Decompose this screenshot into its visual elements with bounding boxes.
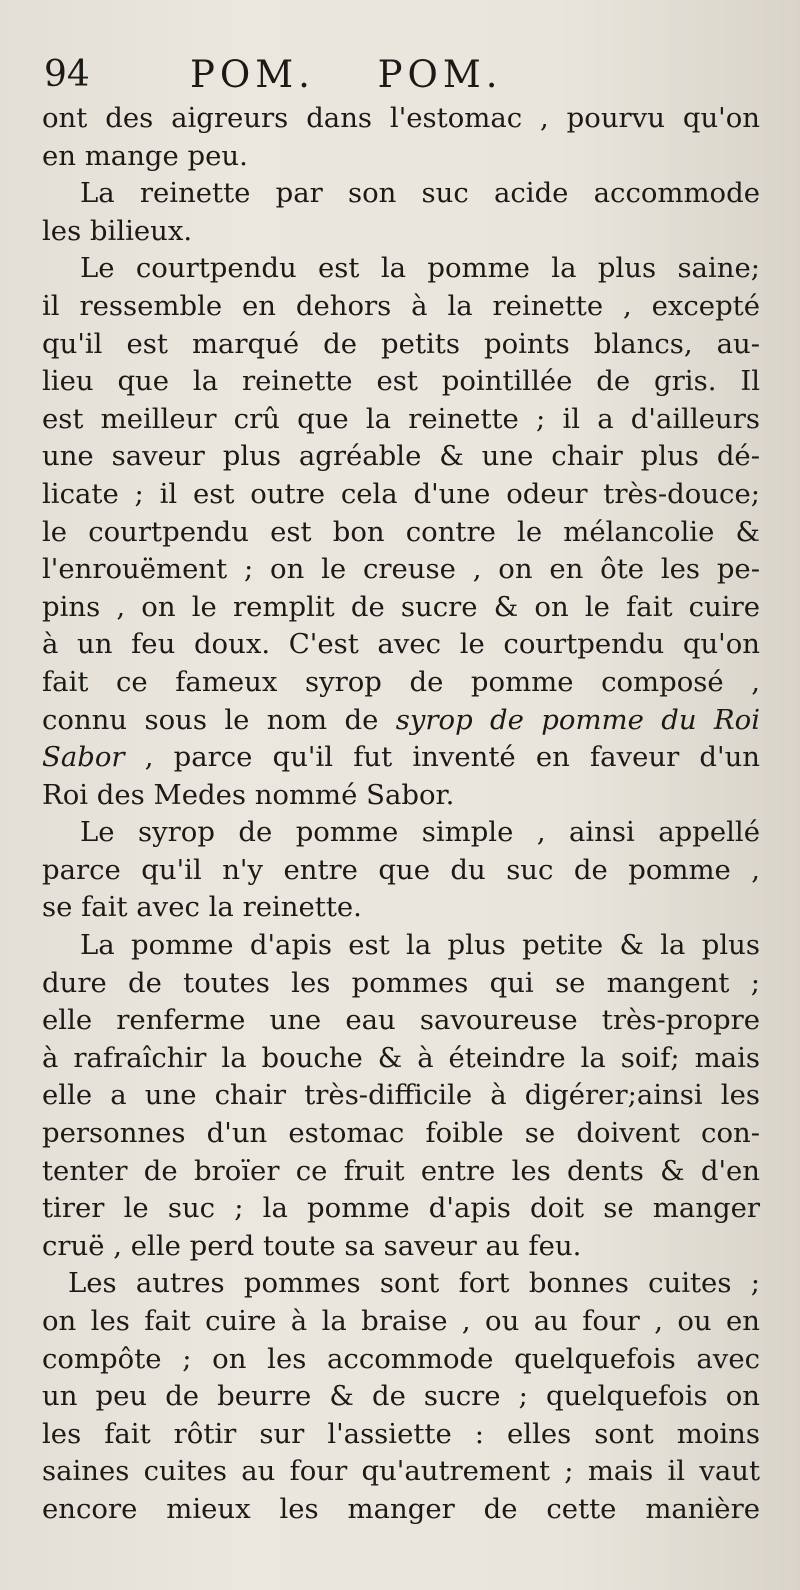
text-line: elle a une chair très-difficile à digérer;ainsi les bbox=[42, 1079, 760, 1112]
italic-phrase: Sabor bbox=[42, 741, 125, 774]
page-number: 94 bbox=[44, 54, 90, 95]
text-line: est meilleur crû que la reinette ; il a d'ailleurs bbox=[42, 402, 760, 435]
text-line: tirer le suc ; la pomme d'apis doit se manger bbox=[42, 1192, 760, 1225]
text-line: à rafraîchir la bouche & à éteindre la soif; mais bbox=[42, 1041, 760, 1074]
text-line: lieu que la reinette est pointillée de gris. Il bbox=[42, 365, 760, 398]
text-line: on les fait cuire à la braise , ou au four , ou en bbox=[42, 1305, 760, 1337]
text-line: les bilieux. bbox=[42, 214, 193, 247]
text-line: en mange peu. bbox=[42, 139, 248, 172]
text-line: une saveur plus agréable & une chair plus dé- bbox=[42, 440, 760, 473]
text-line: qu'il est marqué de petits points blancs, au- bbox=[42, 327, 760, 360]
text-line: tenter de broïer ce fruit entre les dents & d'en bbox=[42, 1154, 760, 1187]
text-line: parce qu'il n'y entre que du suc de pomme , bbox=[42, 853, 760, 886]
text-line: Le syrop de pomme simple , ainsi appellé bbox=[80, 816, 760, 849]
italic-phrase: syrop de pomme du Roi bbox=[395, 703, 760, 736]
text-line: Le courtpendu est la pomme la plus saine; bbox=[80, 252, 760, 285]
text-line: La pomme d'apis est la plus petite & la plus bbox=[80, 929, 760, 962]
text-line: pins , on le remplit de sucre & on le fait cuire bbox=[42, 590, 760, 623]
text-line: le courtpendu est bon contre le mélancolie & bbox=[42, 515, 760, 548]
text-line: ont des aigreurs dans l'estomac , pourvu qu'on bbox=[42, 102, 760, 134]
text-line: saines cuites au four qu'autrement ; mais il vaut bbox=[42, 1455, 760, 1488]
text-line: cruë , elle perd toute sa saveur au feu. bbox=[42, 1229, 582, 1262]
text-line: à un feu doux. C'est avec le courtpendu qu'on bbox=[42, 628, 760, 661]
text-line: Les autres pommes sont fort bonnes cuites ; bbox=[68, 1267, 760, 1300]
text-line-with-italic: connu sous le nom de syrop de pomme du Roi bbox=[42, 703, 760, 736]
body-text bbox=[42, 100, 760, 1529]
text-line: un peu de beurre & de sucre ; quelquefois on bbox=[42, 1380, 760, 1413]
page-header bbox=[44, 50, 764, 100]
running-head: POM. POM. bbox=[190, 53, 503, 96]
text-line-with-italic: Sabor , parce qu'il fut inventé en faveur d'un bbox=[42, 741, 760, 774]
text-line: elle renferme une eau savoureuse très-propre bbox=[42, 1004, 760, 1037]
text-line: fait ce fameux syrop de pomme composé , bbox=[42, 665, 760, 698]
text-line: l'enrouëment ; on le creuse , on en ôte les pe- bbox=[42, 553, 760, 586]
text-line: se fait avec la reinette. bbox=[42, 891, 362, 924]
text-line: dure de toutes les pommes qui se mangent ; bbox=[42, 966, 760, 999]
text-line: Roi des Medes nommé Sabor. bbox=[42, 778, 455, 811]
text-line: compôte ; on les accommode quelquefois avec bbox=[42, 1342, 760, 1375]
text-line: encore mieux les manger de cette manière bbox=[42, 1492, 760, 1525]
text-line: il ressemble en dehors à la reinette , excepté bbox=[42, 289, 760, 322]
text-line: licate ; il est outre cela d'une odeur très-douce; bbox=[42, 477, 760, 510]
text-line: personnes d'un estomac foible se doivent con- bbox=[42, 1117, 760, 1150]
text-line: La reinette par son suc acide accommode bbox=[80, 177, 760, 210]
text-line: les fait rôtir sur l'assiette : elles sont moins bbox=[42, 1417, 760, 1450]
